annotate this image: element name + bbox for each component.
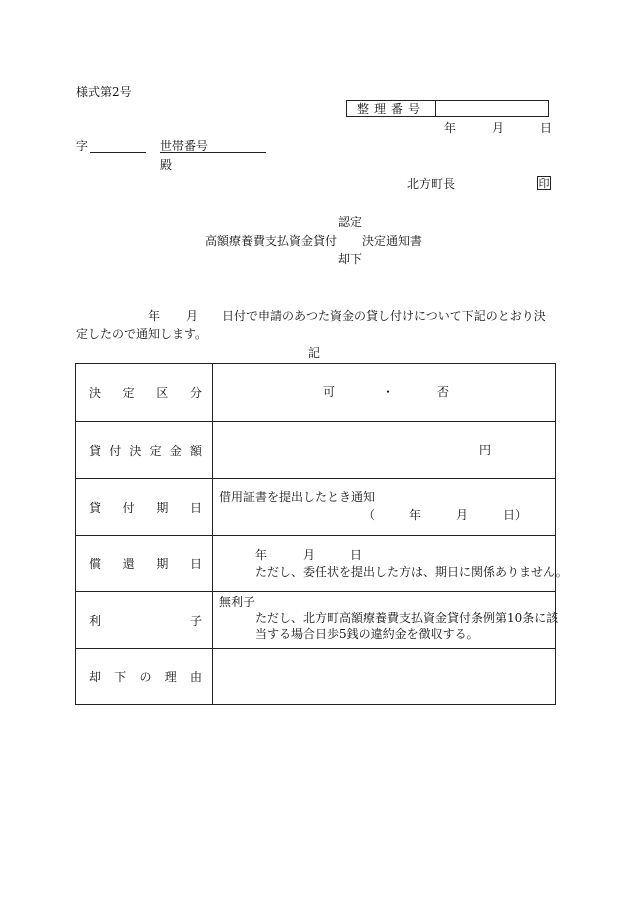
date-day: 日 xyxy=(540,121,553,135)
kikan-year: 年 xyxy=(409,508,422,522)
label-char: 期 xyxy=(156,557,169,571)
form-number: 様式第2号 xyxy=(76,85,132,99)
label-char: 下 xyxy=(114,670,127,684)
label-char: 期 xyxy=(156,500,169,515)
body-line-2: 定したので通知します。 xyxy=(76,327,208,341)
setai-underline xyxy=(160,152,266,153)
shokan-month: 月 xyxy=(303,548,316,562)
label-char: 還 xyxy=(122,557,135,571)
shokan-note: ただし、委任状を提出した方は、期日に関係ありません。 xyxy=(255,565,568,579)
kubun-ka: 可 xyxy=(323,385,336,399)
kikan-label xyxy=(76,499,212,516)
label-char: 金 xyxy=(169,443,182,458)
title-nintei: 認定 xyxy=(338,215,363,229)
body-line-1 xyxy=(148,310,546,322)
rishi-value-cell[interactable] xyxy=(213,592,559,649)
seiri-number-value[interactable] xyxy=(436,101,548,116)
kingaku-label-cell xyxy=(76,422,213,479)
rishi-label xyxy=(76,612,212,629)
table-row xyxy=(76,592,556,649)
label-char: 子 xyxy=(189,613,202,628)
label-char: 償 xyxy=(89,557,102,571)
decision-table xyxy=(75,363,568,705)
seal-mark: 印 xyxy=(538,176,550,190)
title-kyakka: 却下 xyxy=(338,252,363,266)
table-row xyxy=(76,536,556,592)
kubun-dot: ・ xyxy=(382,385,395,399)
shokan-year: 年 xyxy=(255,548,268,562)
kikan-label-cell xyxy=(76,479,213,536)
issuer: 北方町長 xyxy=(407,177,456,191)
label-char: 決 xyxy=(129,443,142,458)
riyu-label xyxy=(76,668,212,685)
label-char: 決 xyxy=(89,386,102,400)
shokan-value-cell[interactable] xyxy=(213,536,568,592)
label-char: 付 xyxy=(109,443,122,458)
kingaku-label xyxy=(76,442,212,459)
kikan-day: 日） xyxy=(503,508,528,522)
ki-heading: 記 xyxy=(308,346,321,360)
label-char: 理 xyxy=(164,670,177,684)
kubun-label xyxy=(76,384,212,401)
date-year: 年 xyxy=(444,121,457,135)
aza-underline xyxy=(90,152,146,153)
kikan-paren-open: （ xyxy=(363,508,376,522)
label-char: 却 xyxy=(89,670,102,684)
rishi-line1: 無利子 xyxy=(219,595,256,609)
label-char: 定 xyxy=(122,386,135,400)
title-kettei: 決定通知書 xyxy=(362,234,423,248)
seiri-number-box xyxy=(346,100,549,117)
kikan-line1: 借用証書を提出したとき通知 xyxy=(219,490,376,504)
shokan-day: 日 xyxy=(350,548,363,562)
table-row xyxy=(76,422,556,479)
rishi-line2: ただし、北方町高額療養費支払資金貸付条例第10条に該 xyxy=(255,611,559,625)
table-row xyxy=(76,649,556,705)
shokan-label xyxy=(76,555,212,572)
kingaku-value-cell[interactable] xyxy=(213,422,556,479)
label-char: 貸 xyxy=(89,500,102,515)
label-char: 由 xyxy=(189,670,202,684)
aza-label: 字 xyxy=(76,139,89,153)
body-month: 月 xyxy=(186,309,199,323)
label-char: 日 xyxy=(189,500,202,515)
shokan-label-cell xyxy=(76,536,213,592)
kubun-hi: 否 xyxy=(437,385,450,399)
kingaku-yen: 円 xyxy=(479,443,492,457)
body-year: 年 xyxy=(148,309,161,323)
kubun-value-cell[interactable] xyxy=(213,364,556,422)
addressee-honorific: 殿 xyxy=(160,158,173,172)
table-row xyxy=(76,479,556,536)
label-char: 区 xyxy=(156,386,169,400)
label-char: 定 xyxy=(149,443,162,458)
kubun-label-cell xyxy=(76,364,213,422)
date-month: 月 xyxy=(492,121,505,135)
label-char: 日 xyxy=(189,557,202,571)
label-char: の xyxy=(139,670,152,684)
rishi-line3: 当する場合日歩5銭の違約金を徴収する。 xyxy=(255,627,479,641)
label-char: 分 xyxy=(189,386,202,400)
label-char: 利 xyxy=(89,613,102,628)
setai-number-label: 世帯番号 xyxy=(160,139,209,153)
table-row xyxy=(76,364,556,422)
kikan-value-cell[interactable] xyxy=(213,479,556,536)
rishi-label-cell xyxy=(76,592,213,649)
riyu-label-cell xyxy=(76,649,213,705)
label-char: 付 xyxy=(122,500,135,515)
body-line1-rest: 日付で申請のあつた資金の貸し付けについて下記のとおり決 xyxy=(222,309,546,323)
title-main: 高額療養費支払資金貸付 xyxy=(205,234,338,248)
seiri-number-label: 整理番号 xyxy=(347,101,436,116)
label-char: 貸 xyxy=(89,443,102,458)
label-char: 額 xyxy=(189,443,202,458)
kikan-month: 月 xyxy=(456,508,469,522)
riyu-value-cell[interactable] xyxy=(213,649,556,705)
